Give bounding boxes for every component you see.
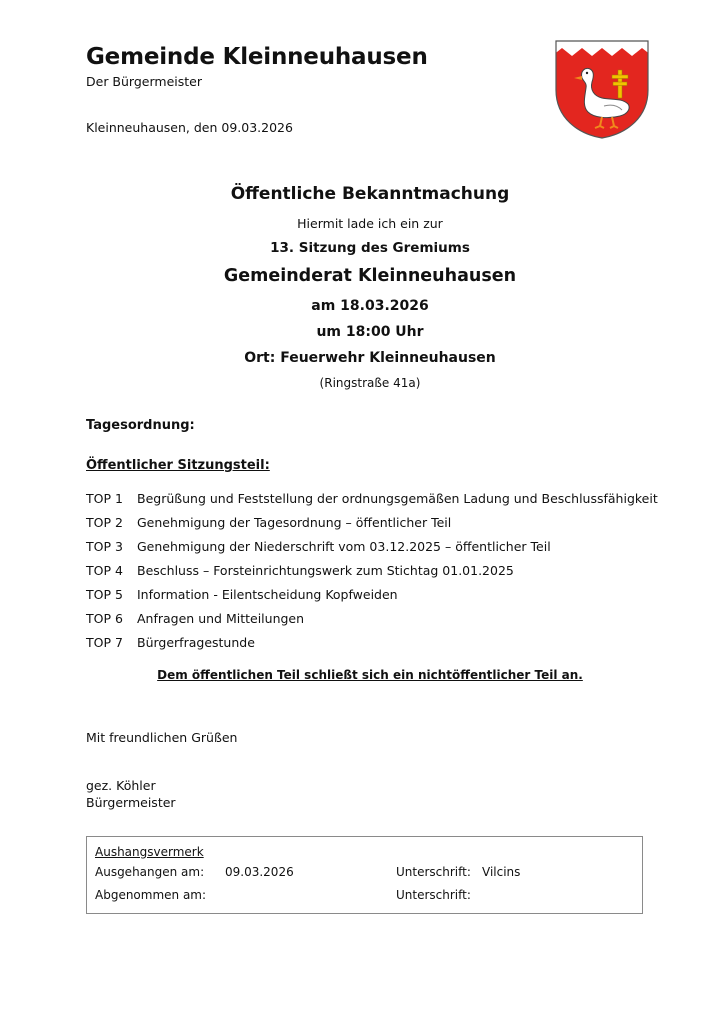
- session-number: 13. Sitzung des Gremiums: [270, 240, 470, 256]
- announcement-intro: Hiermit lade ich ein zur: [297, 216, 443, 231]
- agenda-item-id: TOP 4: [86, 562, 123, 578]
- meeting-address: (Ringstraße 41a): [319, 376, 421, 390]
- agenda-item-text: Begrüßung und Feststellung der ordnungsgemäßen Ladung und Beschlussfähigkeit: [137, 490, 658, 506]
- posting-record-box: [86, 836, 643, 914]
- agenda-item: [86, 630, 686, 654]
- municipality-title: Gemeinde Kleinneuhausen: [86, 44, 428, 70]
- signature-label: Unterschrift:: [396, 865, 471, 879]
- agenda-item-text: Genehmigung der Tagesordnung – öffentlicher Teil: [137, 514, 452, 530]
- non-public-note: Dem öffentlichen Teil schließt sich ein nichtöffentlicher Teil an.: [157, 668, 583, 682]
- closing-greeting: Mit freundlichen Grüßen: [86, 730, 238, 745]
- agenda-item: [86, 582, 686, 606]
- agenda-item-text: Beschluss – Forsteinrichtungswerk zum Stichtag 01.01.2025: [137, 562, 514, 578]
- agenda-item-id: TOP 1: [86, 490, 123, 506]
- agenda-item-text: Anfragen und Mitteilungen: [137, 610, 305, 626]
- meeting-time: um 18:00 Uhr: [316, 324, 424, 340]
- place-date: Kleinneuhausen, den 09.03.2026: [86, 120, 293, 135]
- goose-crest-icon: [552, 38, 652, 140]
- agenda-item-text: Genehmigung der Niederschrift vom 03.12.2025 – öffentlicher Teil: [137, 538, 551, 554]
- agenda-item: [86, 510, 686, 534]
- agenda-item: [86, 486, 686, 510]
- agenda-item-id: TOP 3: [86, 538, 123, 554]
- mayor-subtitle: Der Bürgermeister: [86, 74, 202, 89]
- announcement-heading: Öffentliche Bekanntmachung: [230, 184, 510, 204]
- signature-value: Vilcins: [482, 865, 521, 879]
- agenda-item-text: Information - Eilentscheidung Kopfweiden: [137, 586, 398, 602]
- posted-label: Ausgehangen am:: [95, 865, 205, 879]
- signature-label-2: Unterschrift:: [396, 888, 471, 902]
- agenda-item: [86, 558, 686, 582]
- agenda-item: [86, 534, 686, 558]
- council-name: Gemeinderat Kleinneuhausen: [223, 266, 517, 286]
- agenda-item-id: TOP 2: [86, 514, 123, 530]
- public-part-heading: Öffentlicher Sitzungsteil:: [86, 458, 270, 473]
- agenda-list: [86, 486, 686, 654]
- posting-record-heading: Aushangsvermerk: [95, 845, 204, 859]
- meeting-location: Ort: Feuerwehr Kleinneuhausen: [244, 350, 496, 366]
- agenda-item-id: TOP 6: [86, 610, 123, 626]
- removed-label: Abgenommen am:: [95, 888, 207, 902]
- signature-role: Bürgermeister: [86, 795, 176, 810]
- meeting-date: am 18.03.2026: [311, 298, 429, 314]
- signature-name: gez. Köhler: [86, 778, 156, 793]
- agenda-heading: Tagesordnung:: [86, 418, 195, 433]
- agenda-item-text: Bürgerfragestunde: [137, 634, 255, 650]
- agenda-item-id: TOP 5: [86, 586, 123, 602]
- agenda-item: [86, 606, 686, 630]
- agenda-item-id: TOP 7: [86, 634, 123, 650]
- posted-date: 09.03.2026: [225, 865, 294, 879]
